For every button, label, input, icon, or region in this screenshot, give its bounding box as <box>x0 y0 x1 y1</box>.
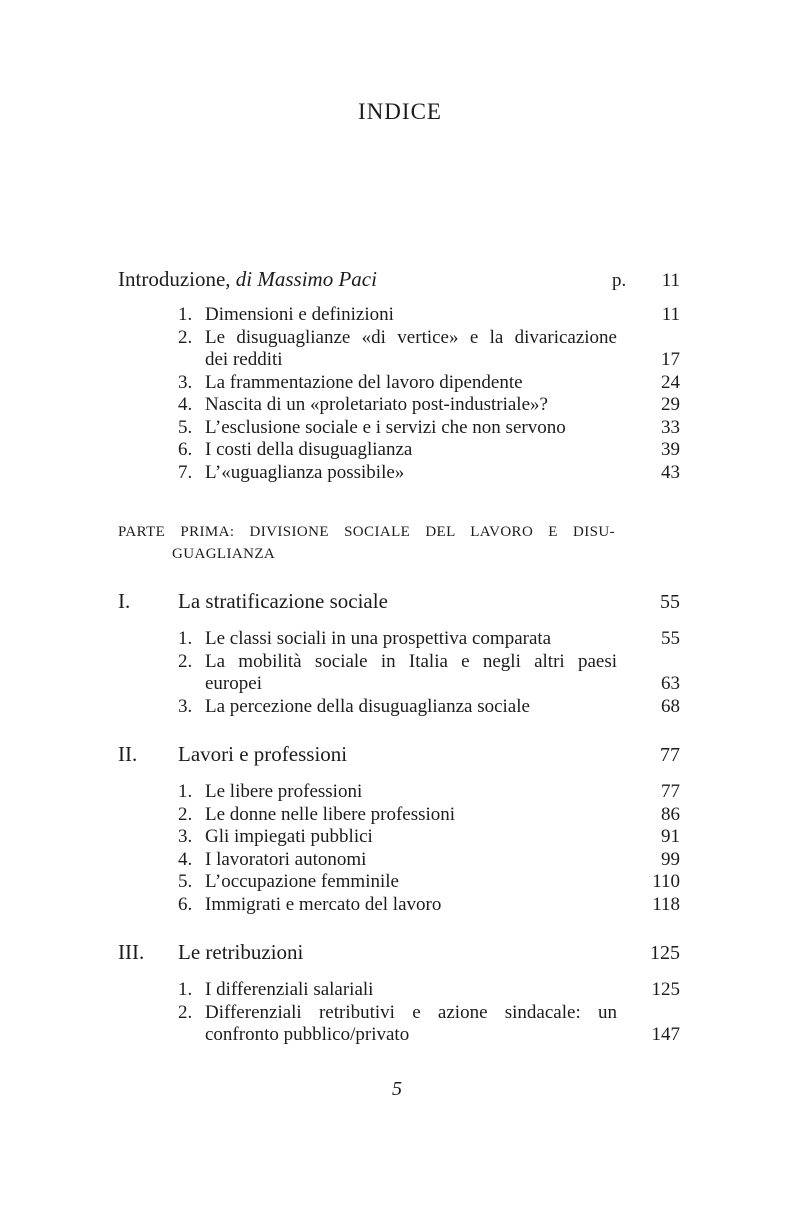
intro-label: Introduzione, <box>118 267 231 291</box>
page-abbreviation: p. <box>612 270 627 291</box>
entry-page-number: 125 <box>651 979 680 1000</box>
chapter-entry-list <box>178 628 680 718</box>
intro-entry-list <box>178 304 680 484</box>
entry-number: 1. <box>178 781 193 802</box>
entry-text: Le disuguaglianze «di vertice» e la divaricazione dei redditi <box>205 326 617 370</box>
chapter-title: Lavori e professioni <box>178 742 348 766</box>
entry-number: 2. <box>178 650 193 672</box>
chapter-block-3 <box>118 939 680 1047</box>
toc-entry <box>178 439 680 462</box>
entry-text: La frammentazione del lavoro dipendente <box>205 371 523 393</box>
entry-page-number: 147 <box>651 1024 680 1045</box>
table-of-contents <box>118 266 680 1047</box>
entry-text: L’«uguaglianza possibile» <box>205 461 405 483</box>
entry-text: Nascita di un «proletariato post-industriale»? <box>205 394 548 415</box>
toc-entry <box>178 327 680 372</box>
entry-number: 2. <box>178 326 193 348</box>
entry-page-number: 24 <box>661 371 680 393</box>
intro-page-number: 11 <box>661 270 680 291</box>
entry-number: 7. <box>178 461 193 483</box>
entry-page-number: 77 <box>661 781 680 802</box>
page-title: INDICE <box>358 99 442 124</box>
entry-number: 1. <box>178 304 193 325</box>
entry-number: 1. <box>178 979 193 1000</box>
entry-number: 6. <box>178 893 193 915</box>
entry-page-number: 17 <box>661 349 680 370</box>
toc-entry <box>178 781 680 804</box>
entry-text: I lavoratori autonomi <box>205 848 367 870</box>
toc-entry <box>178 894 680 917</box>
entry-page-number: 86 <box>661 803 680 825</box>
chapter-page-number: 77 <box>660 744 680 766</box>
chapter-title: La stratificazione sociale <box>178 589 388 613</box>
entry-page-number: 91 <box>661 826 680 847</box>
toc-entry <box>178 1002 680 1047</box>
entry-text: Dimensioni e definizioni <box>205 304 394 325</box>
entry-page-number: 63 <box>661 673 680 694</box>
chapter-page-number: 125 <box>650 942 680 964</box>
chapter-block-1 <box>118 588 680 718</box>
entry-number: 6. <box>178 439 193 460</box>
toc-entry <box>178 394 680 417</box>
entry-number: 4. <box>178 848 193 870</box>
entry-number: 3. <box>178 695 193 717</box>
chapter-row <box>118 939 680 967</box>
toc-entry <box>178 826 680 849</box>
entry-text: L’esclusione sociale e i servizi che non servono <box>205 416 566 438</box>
toc-entry <box>178 849 680 872</box>
entry-text: Immigrati e mercato del lavoro <box>205 893 442 915</box>
entry-text: Le classi sociali in una prospettiva comparata <box>205 628 552 649</box>
entry-page-number: 33 <box>661 416 680 438</box>
entry-text: La percezione della disuguaglianza sociale <box>205 695 530 717</box>
entry-number: 3. <box>178 826 193 847</box>
intro-heading <box>118 266 612 292</box>
chapter-page-number: 55 <box>660 591 680 613</box>
chapter-entry-list <box>178 979 680 1047</box>
entry-page-number: 99 <box>661 848 680 870</box>
part-heading-line1: PARTE PRIMA: DIVISIONE SOCIALE DEL LAVORO E DISU- <box>118 524 615 540</box>
chapter-block-2 <box>118 741 680 916</box>
chapter-numeral: II. <box>118 742 138 766</box>
entry-text: L’occupazione femminile <box>205 871 399 892</box>
toc-entry <box>178 651 680 696</box>
entry-page-number: 68 <box>661 695 680 717</box>
entry-page-number: 11 <box>661 304 680 325</box>
toc-entry <box>178 696 680 719</box>
entry-page-number: 43 <box>661 461 680 483</box>
intro-author: di Massimo Paci <box>235 267 377 291</box>
entry-text: Le donne nelle libere professioni <box>205 803 456 825</box>
part-heading <box>118 522 615 565</box>
toc-entry <box>178 628 680 651</box>
entry-number: 1. <box>178 628 193 649</box>
chapter-entry-list <box>178 781 680 916</box>
part-heading-line2: GUAGLIANZA <box>172 545 276 562</box>
entry-text: La mobilità sociale in Italia e negli altri paesi europei <box>205 650 617 694</box>
toc-entry <box>178 462 680 485</box>
entry-number: 5. <box>178 416 193 438</box>
entry-text: Differenziali retributivi e azione sindacale: un confronto pubblico/privato <box>205 1001 617 1045</box>
toc-entry <box>178 979 680 1002</box>
entry-page-number: 39 <box>661 439 680 460</box>
toc-entry <box>178 804 680 827</box>
entry-number: 4. <box>178 394 193 415</box>
chapter-numeral: III. <box>118 940 145 964</box>
entry-text: I differenziali salariali <box>205 979 374 1000</box>
folio-page-number: 5 <box>392 1078 402 1100</box>
entry-page-number: 29 <box>661 394 680 415</box>
entry-page-number: 118 <box>652 893 680 915</box>
entry-page-number: 110 <box>652 871 680 892</box>
toc-intro-row <box>118 266 680 294</box>
entry-page-number: 55 <box>661 628 680 649</box>
chapter-row <box>118 741 680 769</box>
intro-page-ref <box>612 268 680 294</box>
entry-number: 5. <box>178 871 193 892</box>
entry-number: 2. <box>178 803 193 825</box>
chapter-row <box>118 588 680 616</box>
entry-text: I costi della disuguaglianza <box>205 439 413 460</box>
entry-text: Le libere professioni <box>205 781 363 802</box>
entry-text: Gli impiegati pubblici <box>205 826 373 847</box>
toc-entry <box>178 871 680 894</box>
entry-number: 3. <box>178 371 193 393</box>
chapter-numeral: I. <box>118 589 131 613</box>
toc-entry <box>178 304 680 327</box>
toc-entry <box>178 417 680 440</box>
entry-number: 2. <box>178 1001 193 1023</box>
chapter-title: Le retribuzioni <box>178 940 304 964</box>
toc-entry <box>178 372 680 395</box>
